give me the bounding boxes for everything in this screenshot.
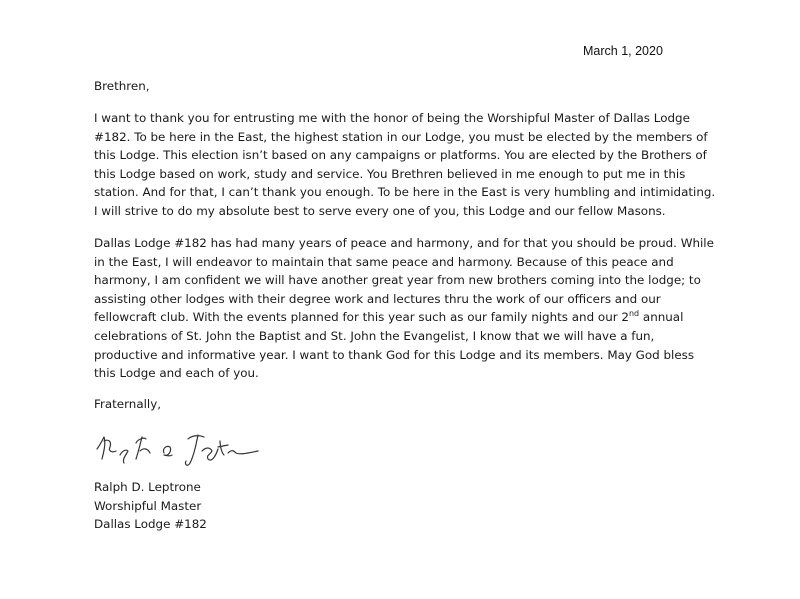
signer-title: Worshipful Master	[94, 498, 202, 513]
paragraph-line: productive and informative year. I want to thank God for this Lodge and its members. May God bless	[94, 347, 695, 362]
paragraph-1	[94, 109, 734, 221]
paragraph-line: station. And for that, I can’t thank you enough. To be here in the East is very humbling and intimidating.	[94, 185, 716, 200]
paragraph-line: I want to thank you for entrusting me with the honor of being the Worshipful Master of Dallas Lodge	[94, 111, 690, 125]
paragraph-line-text: annual	[639, 310, 684, 325]
paragraph-line: celebrations of St. John the Baptist and St. John the Evangelist, I know that we will have a fun,	[94, 328, 655, 343]
paragraph-line: assisting other lodges with their degree work and lectures thru the work of our officers and our	[94, 291, 661, 306]
letter-date: March 1, 2020	[583, 44, 663, 58]
paragraph-line: Dallas Lodge #182 has had many years of peace and harmony, and for that you should be proud. While	[94, 236, 714, 250]
paragraph-line: in the East, I will endeavor to maintain that same peace and harmony. Because of this peace and	[94, 254, 674, 269]
signature-block	[94, 478, 207, 534]
signer-name: Ralph D. Leptrone	[94, 480, 201, 494]
paragraph-line: this Lodge. This election isn’t based on any campaigns or platforms. You are elected by the Brothers of	[94, 148, 707, 163]
salutation: Brethren,	[94, 79, 150, 93]
paragraph-line: this Lodge based on work, study and service. You Brethren believed in me enough to put me in this	[94, 166, 686, 181]
paragraph-line: harmony, I am confident we will have another great year from new brothers coming into the lodge; to	[94, 273, 701, 288]
paragraph-line: this Lodge and each of you.	[94, 366, 259, 381]
signer-lodge: Dallas Lodge #182	[94, 517, 207, 532]
paragraph-line: I will strive to do my absolute best to serve every one of you, this Lodge and our fellow Masons.	[94, 203, 666, 218]
superscript-ordinal: nd	[628, 309, 640, 319]
handwritten-signature	[92, 425, 262, 469]
paragraph-2	[94, 234, 734, 383]
paragraph-line-text: fellowcraft club. With the events planned for this year such as our family nights and our 2	[94, 310, 629, 325]
paragraph-line: #182. To be here in the East, the highest station in our Lodge, you must be elected by the members of	[94, 129, 708, 144]
closing: Fraternally,	[94, 397, 162, 411]
paragraph-line	[94, 308, 734, 327]
